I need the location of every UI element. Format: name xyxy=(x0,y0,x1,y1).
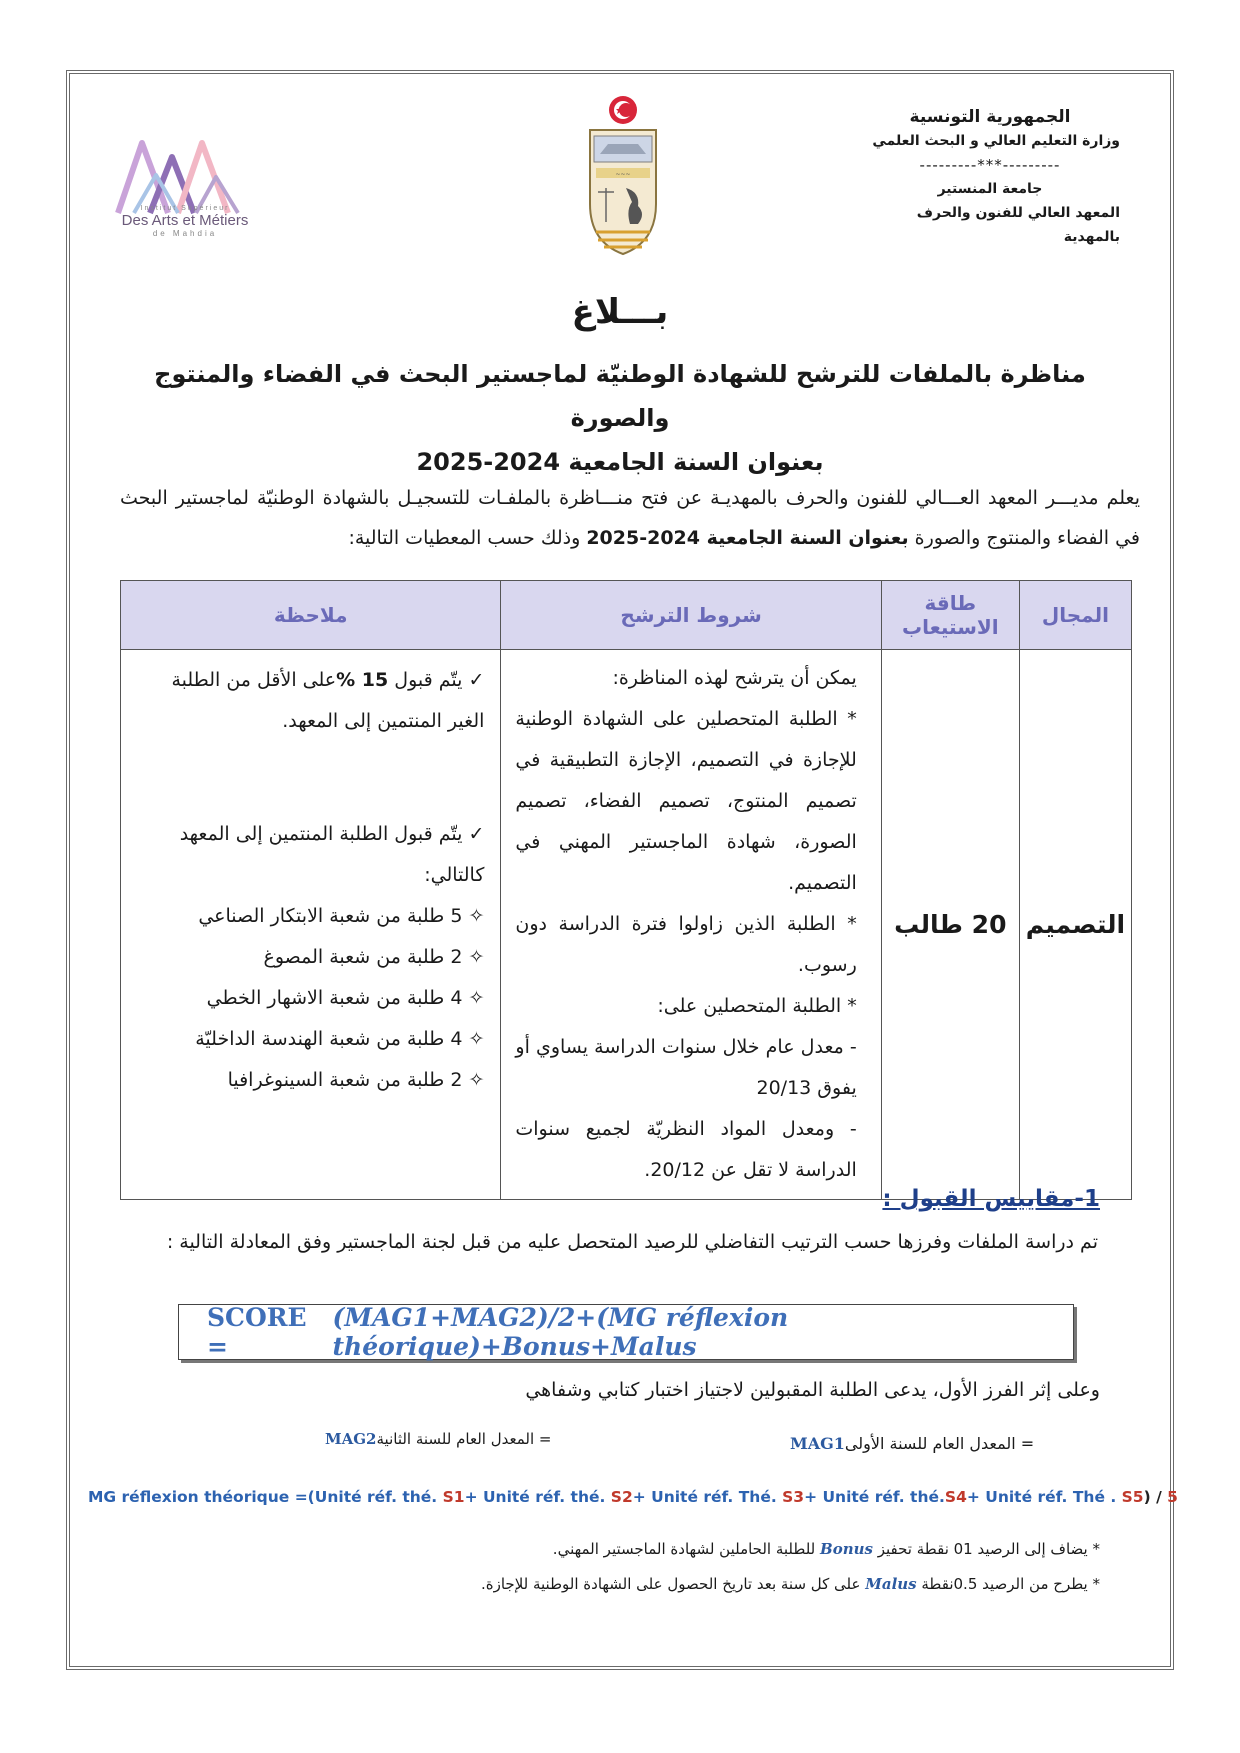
bonus-pre: * يضاف إلى الرصيد 01 نقطة تحفيز xyxy=(872,1540,1100,1558)
ministry-header xyxy=(860,105,1120,249)
formula-expression: (MAG1+MAG2)/2+(MG réflexion théorique)+Bonus+Malus xyxy=(332,1303,789,1361)
bonus-note xyxy=(553,1540,1100,1558)
malus-note xyxy=(481,1575,1100,1593)
malus-pre: * يطرح من الرصيد 0.5نقطة xyxy=(916,1575,1100,1593)
list-item: ✧ 4 طلبة من شعبة الاشهار الخطي xyxy=(206,987,485,1009)
subtitle-line-2: بعنوان السنة الجامعية 2024-2025 xyxy=(416,448,824,476)
bonus-word: Bonus xyxy=(820,1540,873,1558)
header-notes: ملاحظة xyxy=(121,581,501,650)
mg-term: + Unité réf. thé. xyxy=(464,1488,611,1506)
logo-line-2: Des Arts et Métiers xyxy=(121,212,249,229)
mg-semester: S3 xyxy=(782,1488,805,1506)
intro-text-2: وذلك حسب المعطيات التالية: xyxy=(348,527,587,549)
header-separator: ---------***--------- xyxy=(919,156,1061,174)
header-capacity: طاقة الاستيعاب xyxy=(881,581,1019,650)
list-item: ✧ 5 طلبة من شعبة الابتكار الصناعي xyxy=(198,905,485,927)
table-row xyxy=(121,650,1132,1200)
condition-item: - ومعدل المواد النظريّة لجميع سنوات الدراسة لا تقل عن 20/12. xyxy=(515,1118,857,1181)
mg-divisor: 5 xyxy=(1167,1488,1178,1506)
intro-text-1: يعلم مديـــر المعهد العـــالي للفنون والحرف بالمهديـة عن فتح منـــاظرة بالملفـات للتسجيـل بالشهادة الوطنيّة لماجستير البحث في الفضاء والمنتوج والصورة xyxy=(120,487,1140,549)
formula-score-label: SCORE = xyxy=(207,1303,307,1361)
university-name: جامعة المنستير xyxy=(937,181,1043,197)
tunisia-emblem-icon xyxy=(586,92,660,256)
conditions-cell xyxy=(501,650,881,1200)
mg-semester: S2 xyxy=(610,1488,633,1506)
mg-tail: ) / xyxy=(1143,1488,1168,1506)
mag2-definition xyxy=(325,1430,551,1448)
condition-item: يمكن أن يترشح لهذه المناظرة: xyxy=(612,667,857,689)
mg-semester: S5 xyxy=(1121,1488,1144,1506)
mg-semester: S4 xyxy=(944,1488,967,1506)
logo-line-1: Institut Supérieur xyxy=(140,205,230,212)
notice-title: بـــلاغ xyxy=(571,292,669,332)
intro-paragraph xyxy=(120,478,1140,558)
mg-label: MG réflexion théorique =( xyxy=(88,1488,315,1506)
institute-logo-text xyxy=(110,205,260,238)
note-spacer xyxy=(131,742,484,814)
list-item: ✧ 2 طلبة من شعبة المصوغ xyxy=(263,946,485,968)
note-1-percent: 15 % xyxy=(336,669,389,691)
mag2-code: MAG2 xyxy=(325,1430,377,1448)
republic-name: الجمهورية التونسية xyxy=(909,107,1071,127)
table-header-row xyxy=(121,581,1132,650)
intro-academic-year: بعنوان السنة الجامعية 2024-2025 xyxy=(586,527,909,549)
condition-item: * الطلبة المتحصلين على الشهادة الوطنية للإجازة في التصميم، الإجازة التطبيقية في تصميم المنتوج، تصميم الفضاء، تصميم الصورة، شهادة الماجستير المهني في التصميم. xyxy=(515,708,857,894)
mg-semester: S1 xyxy=(442,1488,465,1506)
score-formula xyxy=(178,1304,1074,1360)
note-internal-quota: ✓ يتّم قبول الطلبة المنتمين إلى المعهد كالتالي: xyxy=(179,823,485,886)
admission-table xyxy=(120,580,1132,1200)
list-item: ✧ 4 طلبة من شعبة الهندسة الداخليّة xyxy=(195,1028,485,1050)
note-1-post: على الأقل من الطلبة الغير المنتمين إلى المعهد. xyxy=(171,669,485,732)
header-field: المجال xyxy=(1019,581,1131,650)
note-external-quota xyxy=(131,660,484,742)
condition-item: - معدل عام خلال سنوات الدراسة يساوي أو يفوق 20/13 xyxy=(515,1036,857,1099)
admission-criteria-heading: 1-مقاييس القبول : xyxy=(882,1186,1100,1212)
svg-text:~~~: ~~~ xyxy=(615,171,631,178)
notes-cell xyxy=(121,650,501,1200)
mg-term: + Unité réf. Thé . xyxy=(966,1488,1122,1506)
malus-post: على كل سنة بعد تاريخ الحصول على الشهادة الوطنية للإجازة. xyxy=(480,1575,866,1593)
subtitle-line-1: مناظرة بالملفات للترشح للشهادة الوطنيّة لماجستير البحث في الفضاء والمنتوج والصورة xyxy=(154,360,1086,432)
malus-word: Malus xyxy=(865,1575,917,1593)
condition-item: * الطلبة المتحصلين على: xyxy=(657,995,857,1017)
admission-paragraph: تم دراسة الملفات وفرزها حسب الترتيب التفاضلي للرصيد المتحصل عليه من قبل لجنة الماجستير وفق المعادلة التالية : xyxy=(166,1231,1098,1253)
list-item: ✧ 2 طلبة من شعبة السينوغرافيا xyxy=(227,1069,485,1091)
mag1-definition xyxy=(790,1434,1034,1453)
notice-subtitle xyxy=(150,352,1090,484)
field-cell: التصميم xyxy=(1019,650,1131,1200)
logo-line-3: de Mahdia xyxy=(152,229,218,238)
ministry-name: وزارة التعليم العالي و البحث العلمي xyxy=(872,133,1120,149)
mag1-code: MAG1 xyxy=(790,1434,845,1453)
mag2-desc: = المعدل العام للسنة الثانية xyxy=(376,1430,552,1448)
mg-term: + Unité réf. Thé. xyxy=(632,1488,783,1506)
note-1-pre: ✓ يتّم قبول xyxy=(388,669,485,691)
condition-item: * الطلبة الذين زاولوا فترة الدراسة دون رسوب. xyxy=(515,913,857,976)
header-conditions: شروط الترشح xyxy=(501,581,881,650)
mg-term: Unité réf. thé. xyxy=(314,1488,443,1506)
mg-term: + Unité réf. thé. xyxy=(804,1488,945,1506)
institute-name: المعهد العالي للفنون والحرف بالمهدية xyxy=(916,205,1120,245)
mg-formula xyxy=(88,1488,1178,1506)
bonus-post: للطلبة الحاملين لشهادة الماجستير المهني. xyxy=(552,1540,821,1558)
mag1-desc: = المعدل العام للسنة الأولى xyxy=(844,1434,1035,1453)
capacity-cell: 20 طالب xyxy=(881,650,1019,1200)
first-sort-paragraph: وعلى إثر الفرز الأول، يدعى الطلبة المقبولين لاجتياز اختبار كتابي وشفاهي xyxy=(525,1379,1100,1401)
